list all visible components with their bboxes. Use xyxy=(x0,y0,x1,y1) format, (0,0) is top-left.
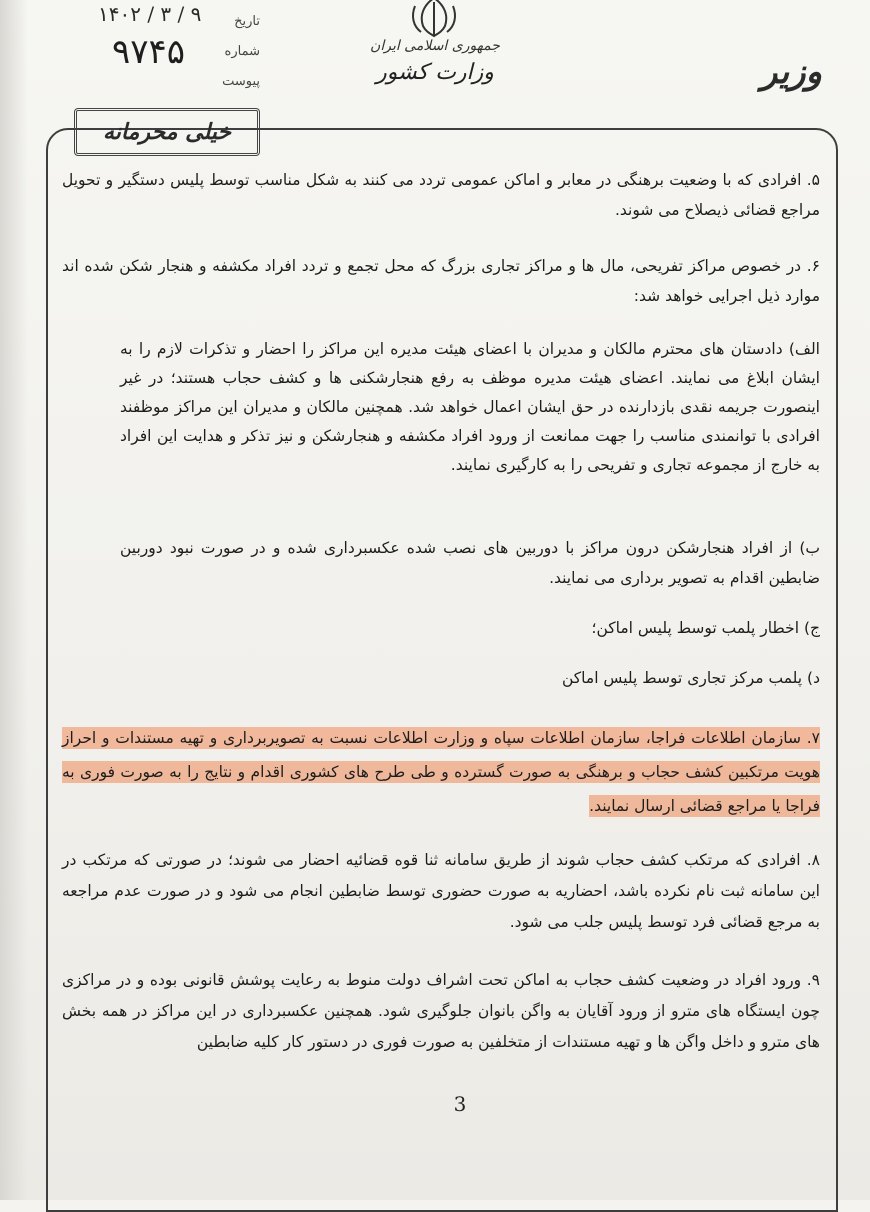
classification-stamp: خیلی محرمانه xyxy=(74,108,260,156)
clause-7-highlighted xyxy=(62,721,820,823)
clause-6: ۶. در خصوص مراکز تفریحی، مال ها و مراکز تجاری بزرگ که محل تجمع و تردد افراد مکشفه و هنجار شکن شده اند موارد ذیل اجرایی خواهد شد: xyxy=(62,257,820,305)
number-label: شماره xyxy=(224,44,260,59)
ministry-name: وزارت کشور xyxy=(376,60,494,85)
clause-8: ۸. افرادی که مرتکب کشف حجاب شوند از طریق سامانه ثنا قوه قضائیه احضار می شوند؛ در صورتی که مرتکب در این سامانه ثبت نام نکرده باشد، احضاریه به صورت حضوری توسط ضابطین انجام می شود و در صورت عدم مراجعه به مرجع قضائی فرد توسط پلیس جلب می شود. xyxy=(62,851,820,931)
clause-6-b: ب) از افراد هنجارشکن درون مراکز با دوربین های نصب شده عکسبرداری شده و در صورت نبود دوربین ضابطین اقدام به تصویر برداری می نمایند. xyxy=(120,539,820,587)
clause-7-text: ۷. سازمان اطلاعات فراجا، سازمان اطلاعات سپاه و وزارت اطلاعات نسبت به تصویربرداری و تهیه مستندات و احراز هویت مرتکبین کشف حجاب و برهنگی به صورت گسترده و طی طرح های کشوری اقدام و نتایج را به صورت فوری به فراجا یا مراجع قضائی ارسال نمایند. xyxy=(62,729,820,815)
page-edge-shadow xyxy=(0,0,28,1200)
letter-number: ۹۷۴۵ xyxy=(112,32,186,72)
letter-meta xyxy=(70,0,260,110)
letter-date: ۱۴۰۲ / ۳ / ۹ xyxy=(98,2,202,26)
minister-title: وزیر xyxy=(760,52,822,92)
ministry-header xyxy=(360,38,510,85)
national-emblem-icon xyxy=(405,0,463,38)
clause-6-a: الف) دادستان های محترم مالکان و مدیران با اعضای هیئت مدیره این مراکز را احضار و تذکرات لازم را به ایشان ابلاغ می نمایند. اعضای هیئت مدیره موظف به رفع هنجارشکنی ها و کشف حجاب هستند؛ در غیر اینصورت جریمه نقدی بازدارنده در حق ایشان اعمال خواهد شد. همچنین مالکان و مدیران این مراکز موظفند افرادی با توانمندی مناسب را جهت ممانعت از ورود افراد مکشفه و هنجارشکن و نیز تذکر و هدایت این افراد به خارج از مجموعه تجاری و تفریحی را به کارگیری نمایند. xyxy=(120,340,820,474)
clause-6-c: ج) اخطار پلمب توسط پلیس اماکن؛ xyxy=(591,619,820,637)
page-number: 3 xyxy=(453,1092,467,1116)
republic-name: جمهوری اسلامی ایران xyxy=(370,38,500,54)
clause-6-d: د) پلمب مرکز تجاری توسط پلیس اماکن xyxy=(562,669,820,687)
clause-5: ۵. افرادی که با وضعیت برهنگی در معابر و اماکن عمومی تردد می کنند به شکل مناسب توسط پلیس دستگیر و تحویل مراجع قضائی ذیصلاح می شوند. xyxy=(62,171,820,219)
clause-9: ۹. ورود افراد در وضعیت کشف حجاب به اماکن تحت اشراف دولت منوط به رعایت پوشش قانونی بوده و در مراکزی چون ایستگاه های مترو از ورود آقایان به واگن بانوان جلوگیری شود. همچنین عکسبرداری در این مراکز در همه بخش های مترو و داخل واگن ها و تهیه مستندات از متخلفین به صورت فوری در دستور کار کلیه ضابطین xyxy=(62,971,820,1051)
attachment-label: پیوست xyxy=(222,74,260,89)
date-label: تاریخ xyxy=(234,14,260,29)
